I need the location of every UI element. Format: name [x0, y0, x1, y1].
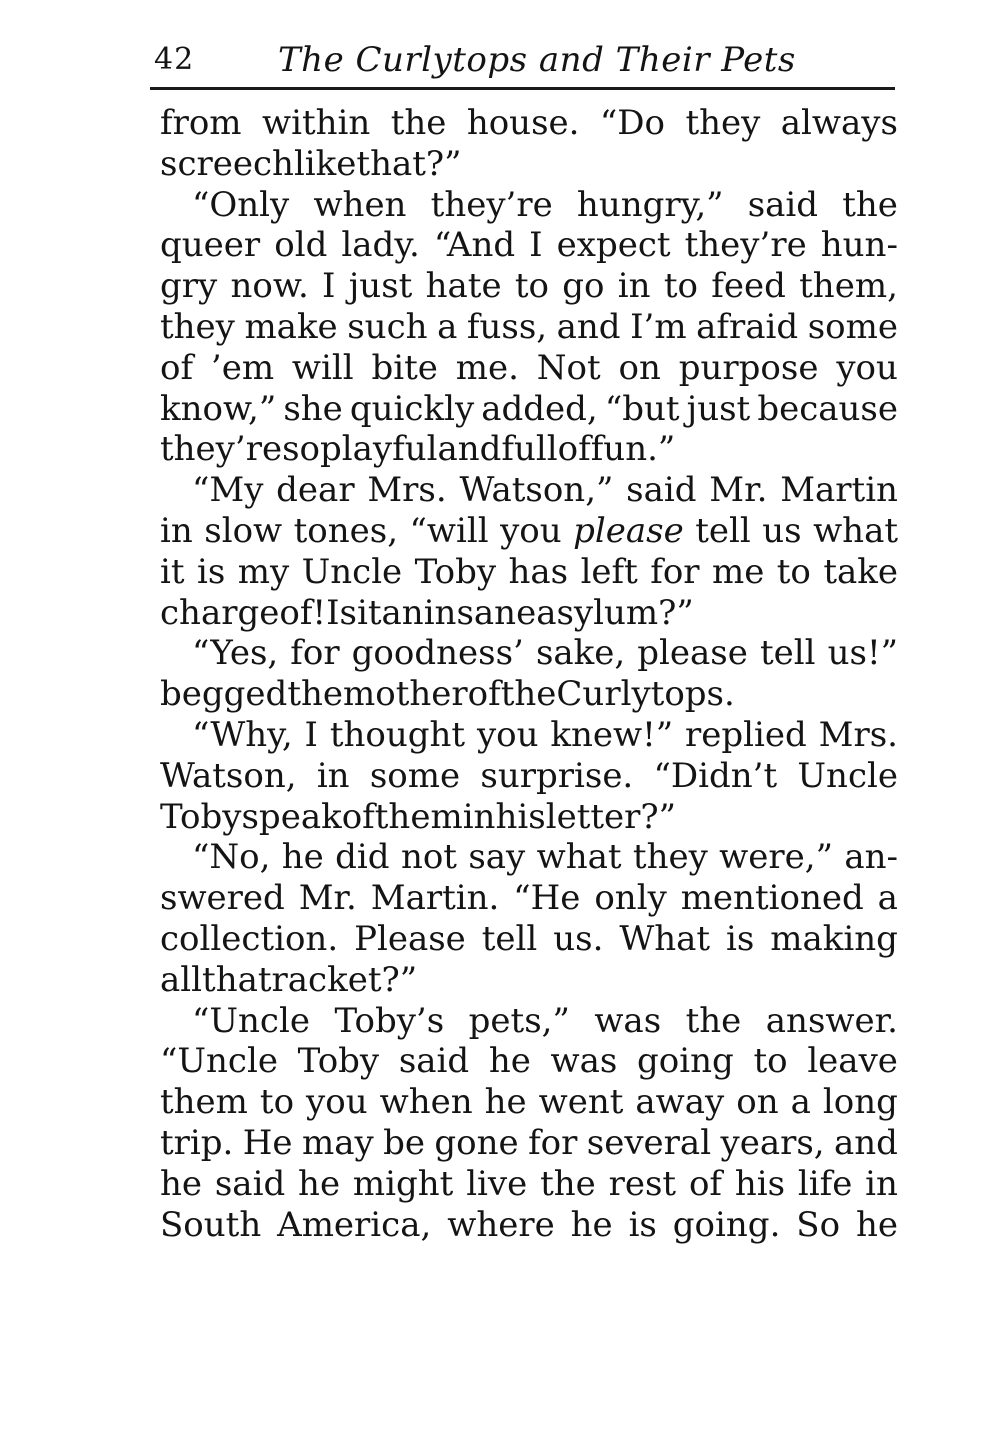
- text-line: all that racket?”: [160, 959, 418, 1000]
- text-line: “No, he did not say what they were,” an-: [192, 837, 898, 878]
- text-line: “Why, I thought you knew!” replied Mrs.: [192, 714, 898, 755]
- text-line: queer old lady. “And I expect they’re hun-: [160, 225, 898, 266]
- text-line: charge of! Is it an insane asylum?”: [160, 592, 694, 633]
- text-line: they’re so playful and full of fun.”: [160, 429, 676, 470]
- text-line: Toby speak of them in his letter?”: [160, 796, 677, 837]
- running-title: The Curlytops and Their Pets: [278, 40, 796, 80]
- page-header: [150, 38, 895, 88]
- text-line: gry now. I just hate to go in to feed them,: [160, 266, 898, 307]
- text-line: know,” she quickly added, “but just because: [160, 388, 898, 429]
- text-line: Watson, in some surprise. “Didn’t Uncle: [160, 755, 898, 796]
- text-line: screech like that?”: [160, 143, 462, 184]
- text-line: them to you when he went away on a long: [160, 1082, 898, 1123]
- text-line: South America, where he is going. So he: [160, 1204, 898, 1245]
- text-line: “Uncle Toby’s pets,” was the answer.: [192, 1000, 898, 1041]
- text-line: they make such a fuss, and I’m afraid some: [160, 306, 898, 347]
- header-rule: [150, 87, 895, 90]
- text-line: “My dear Mrs. Watson,” said Mr. Martin: [192, 470, 898, 511]
- text-line: collection. Please tell us. What is making: [160, 918, 898, 959]
- text-line: “Uncle Toby said he was going to leave: [160, 1041, 898, 1082]
- text-line: “Yes, for goodness’ sake, please tell us!”: [192, 633, 898, 674]
- page-number: 42: [154, 42, 195, 77]
- text-line: in slow tones, “will you please tell us what: [160, 510, 898, 551]
- text-line: of ’em will bite me. Not on purpose you: [160, 347, 898, 388]
- text-line: it is my Uncle Toby has left for me to take: [160, 551, 898, 592]
- text-line: swered Mr. Martin. “He only mentioned a: [160, 878, 898, 919]
- text-line: he said he might live the rest of his life in: [160, 1163, 898, 1204]
- text-line: begged the mother of the Curlytops.: [160, 674, 735, 715]
- text-line: from within the house. “Do they always: [160, 103, 898, 143]
- text-line: “Only when they’re hungry,” said the: [192, 184, 898, 225]
- text-line: trip. He may be gone for several years, and: [160, 1122, 898, 1163]
- body-text: [160, 103, 898, 1245]
